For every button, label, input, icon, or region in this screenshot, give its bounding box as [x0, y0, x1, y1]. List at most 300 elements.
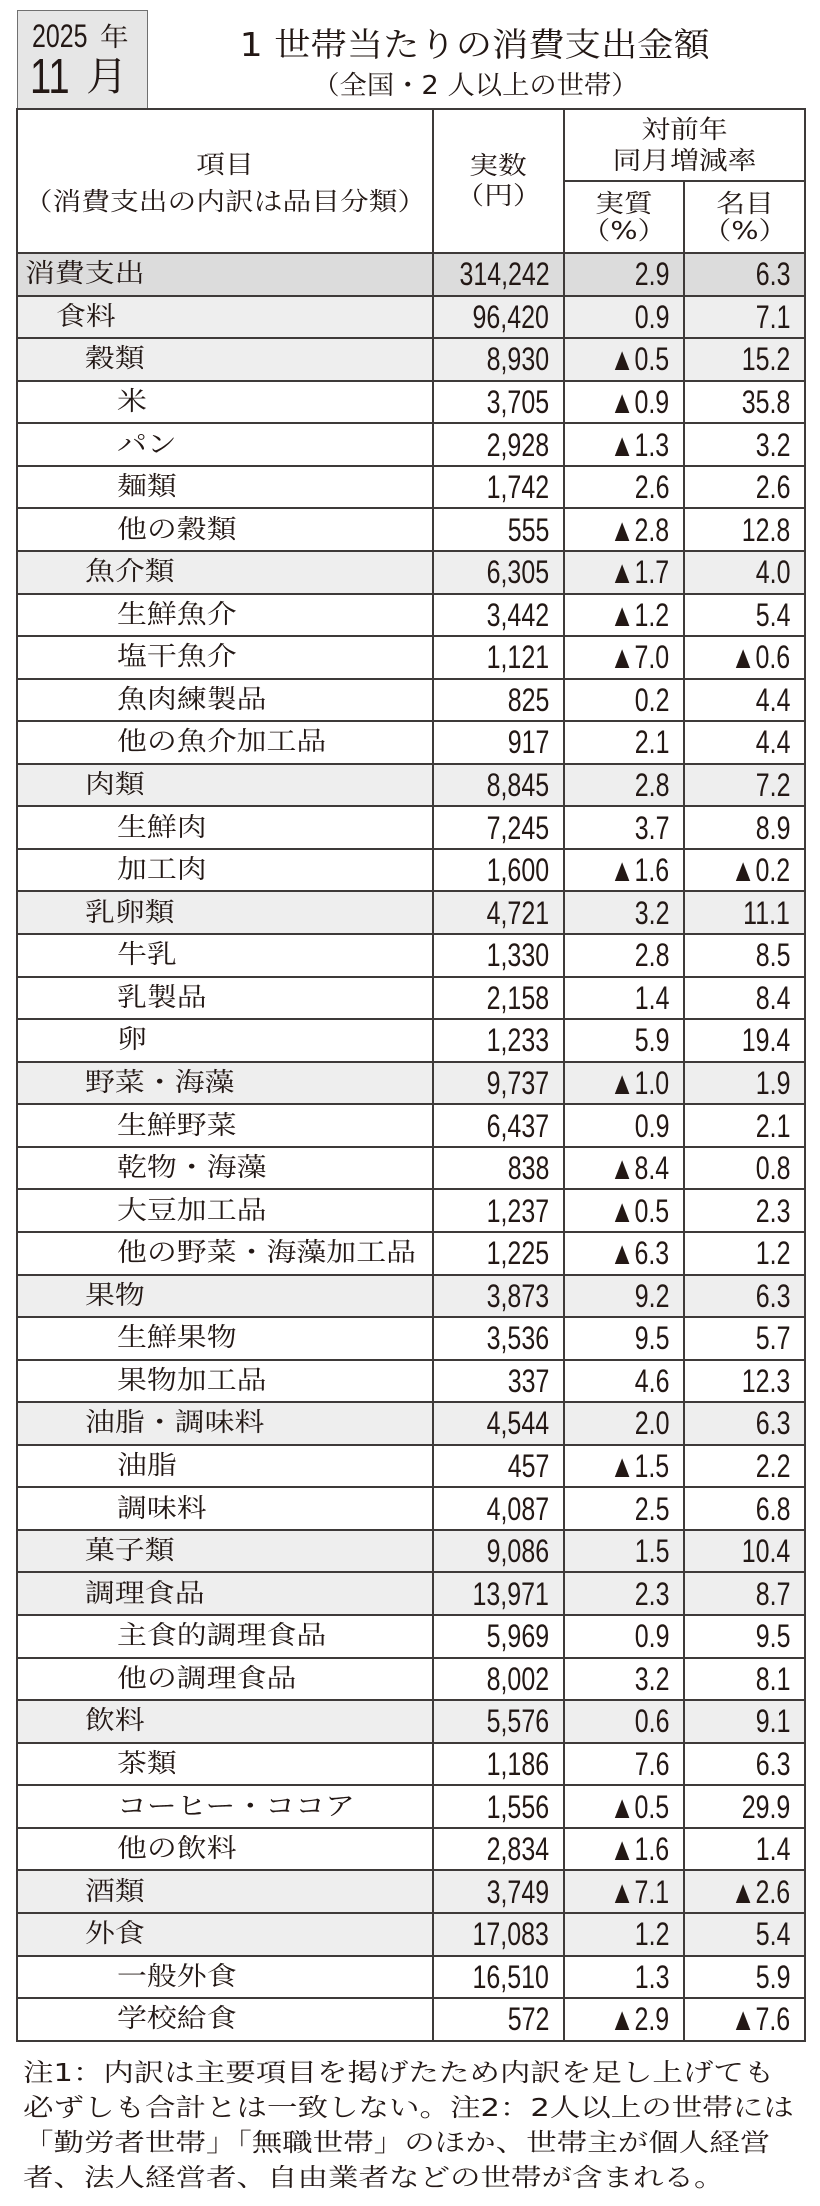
- amount-value: 1,121: [486, 639, 549, 676]
- amount-value: 337: [507, 1362, 549, 1399]
- real-change-cell: [564, 466, 684, 509]
- table-row: [17, 1658, 805, 1701]
- real-change-value: ▲1.0: [609, 1064, 669, 1101]
- table-row: [17, 466, 805, 509]
- amount-cell: [433, 934, 564, 977]
- nominal-change-cell: [684, 891, 805, 934]
- amount-value: 1,225: [486, 1235, 549, 1272]
- amount-value: 2,158: [486, 979, 549, 1016]
- row-label: 魚肉練製品: [117, 684, 267, 715]
- real-change-value: ▲1.6: [609, 1831, 669, 1868]
- nominal-change-value: 19.4: [741, 1022, 791, 1059]
- row-label-cell: [17, 1487, 433, 1530]
- nominal-change-cell: [684, 1743, 805, 1786]
- nominal-change-value: 8.5: [755, 937, 791, 974]
- table-row: [17, 1743, 805, 1786]
- real-change-value: ▲1.6: [609, 852, 669, 889]
- real-change-value: 1.5: [634, 1533, 669, 1570]
- amount-value: 8,845: [486, 767, 549, 804]
- amount-value: 6,305: [486, 554, 549, 591]
- row-label: 他の飲料: [117, 1834, 237, 1865]
- nominal-change-value: 6.3: [755, 1405, 791, 1442]
- amount-cell: [433, 296, 564, 339]
- row-label-cell: [17, 1743, 433, 1786]
- amount-value: 825: [507, 681, 549, 718]
- row-label: 外食: [85, 1919, 145, 1950]
- year-unit: 年: [100, 23, 129, 53]
- page-subtitle: [147, 73, 803, 99]
- real-change-value: ▲1.2: [609, 596, 669, 633]
- nominal-change-value: 1.4: [755, 1831, 791, 1868]
- real-change-value: 3.7: [634, 809, 669, 846]
- real-change-cell: [564, 338, 684, 381]
- real-change-cell: [564, 934, 684, 977]
- nominal-change-cell: [684, 381, 805, 424]
- real-change-cell: [564, 1615, 684, 1658]
- row-label-cell: [17, 1232, 433, 1275]
- nominal-change-value: 15.2: [741, 341, 791, 378]
- table-row: [17, 1700, 805, 1743]
- row-label-cell: [17, 1104, 433, 1147]
- real-change-cell: [564, 296, 684, 339]
- page-title-text: 1 世帯当たりの消費支出金額: [239, 25, 711, 64]
- real-change-cell: [564, 1104, 684, 1147]
- row-label: 茶類: [117, 1748, 177, 1779]
- column-header-yoy-line1: 対前年: [641, 115, 728, 144]
- real-change-cell: [564, 1232, 684, 1275]
- nominal-change-value: 6.8: [755, 1490, 791, 1527]
- row-label-cell: [17, 1275, 433, 1318]
- table-row: [17, 891, 805, 934]
- month-unit: 月: [86, 54, 128, 100]
- row-label: 果物加工品: [117, 1365, 267, 1396]
- amount-cell: [433, 764, 564, 807]
- nominal-change-cell: [684, 1615, 805, 1658]
- nominal-change-cell: [684, 594, 805, 637]
- amount-value: 7,245: [486, 809, 549, 846]
- row-label-cell: [17, 1658, 433, 1701]
- nominal-change-value: 2.1: [755, 1107, 791, 1144]
- nominal-change-value: 9.1: [755, 1703, 791, 1740]
- real-change-value: 0.2: [634, 681, 669, 718]
- table-body: [17, 253, 805, 2041]
- nominal-change-value: 5.7: [755, 1320, 791, 1357]
- nominal-change-value: 4.4: [755, 681, 791, 718]
- amount-value: 1,742: [486, 469, 549, 506]
- amount-cell: [433, 338, 564, 381]
- nominal-change-value: 12.8: [741, 511, 791, 548]
- amount-cell: [433, 1615, 564, 1658]
- nominal-change-cell: [684, 1062, 805, 1105]
- table-row: [17, 721, 805, 764]
- column-header-item: [17, 109, 433, 253]
- row-label: 米: [117, 386, 147, 417]
- amount-cell: [433, 1572, 564, 1615]
- amount-value: 3,749: [486, 1873, 549, 1910]
- real-change-value: ▲1.7: [609, 554, 669, 591]
- nominal-change-cell: [684, 636, 805, 679]
- nominal-change-cell: [684, 764, 805, 807]
- amount-cell: [433, 253, 564, 296]
- amount-value: 917: [507, 724, 549, 761]
- nominal-change-value: 4.0: [755, 554, 791, 591]
- real-change-value: ▲0.5: [609, 1192, 669, 1229]
- row-label-cell: [17, 551, 433, 594]
- real-change-value: ▲6.3: [609, 1235, 669, 1272]
- nominal-change-cell: [684, 296, 805, 339]
- row-label: 食料: [56, 301, 116, 332]
- nominal-change-cell: [684, 1700, 805, 1743]
- nominal-change-cell: [684, 1572, 805, 1615]
- nominal-change-value: 7.1: [755, 298, 791, 335]
- table-row: [17, 934, 805, 977]
- nominal-change-value: 6.3: [755, 1745, 791, 1782]
- nominal-change-cell: [684, 1317, 805, 1360]
- row-label: 消費支出: [25, 259, 145, 290]
- row-label: 乾物・海藻: [117, 1153, 267, 1184]
- nominal-change-cell: [684, 1956, 805, 1999]
- amount-cell: [433, 1998, 564, 2041]
- nominal-change-cell: [684, 1913, 805, 1956]
- real-change-value: ▲2.9: [609, 2001, 669, 2038]
- nominal-change-cell: [684, 508, 805, 551]
- amount-cell: [433, 594, 564, 637]
- amount-value: 2,834: [486, 1831, 549, 1868]
- amount-cell: [433, 1275, 564, 1318]
- table-row: [17, 296, 805, 339]
- row-label-cell: [17, 721, 433, 764]
- real-change-cell: [564, 806, 684, 849]
- table-row: [17, 381, 805, 424]
- table-row: [17, 849, 805, 892]
- amount-value: 5,576: [486, 1703, 549, 1740]
- row-label-cell: [17, 1360, 433, 1403]
- row-label-cell: [17, 1700, 433, 1743]
- row-label-cell: [17, 849, 433, 892]
- table-row: [17, 1615, 805, 1658]
- row-label: パン: [117, 429, 177, 460]
- nominal-change-cell: [684, 806, 805, 849]
- amount-cell: [433, 1317, 564, 1360]
- amount-value: 838: [507, 1150, 549, 1187]
- row-label-cell: [17, 1828, 433, 1871]
- real-change-cell: [564, 1700, 684, 1743]
- row-label: 他の調理食品: [117, 1663, 297, 1694]
- real-change-cell: [564, 253, 684, 296]
- table-row: [17, 1445, 805, 1488]
- amount-value: 8,002: [486, 1660, 549, 1697]
- header-row-1: [17, 109, 805, 181]
- row-label: 野菜・海藻: [85, 1067, 235, 1098]
- column-header-yoy-group: [564, 109, 805, 181]
- row-label: 魚介類: [85, 557, 175, 588]
- amount-value: 17,083: [472, 1916, 549, 1953]
- table-row: [17, 1828, 805, 1871]
- row-label: 卵: [117, 1025, 147, 1056]
- amount-cell: [433, 1700, 564, 1743]
- nominal-change-cell: [684, 1360, 805, 1403]
- column-header-yoy-line2: 同月増減率: [612, 146, 757, 175]
- amount-cell: [433, 849, 564, 892]
- row-label: 生鮮魚介: [117, 599, 237, 630]
- amount-value: 3,442: [486, 596, 549, 633]
- nominal-change-value: 6.3: [755, 1277, 791, 1314]
- row-label-cell: [17, 466, 433, 509]
- nominal-change-cell: [684, 1232, 805, 1275]
- row-label: 穀類: [85, 344, 145, 375]
- row-label: 他の魚介加工品: [117, 727, 327, 758]
- real-change-cell: [564, 1785, 684, 1828]
- row-label-cell: [17, 1572, 433, 1615]
- row-label-cell: [17, 423, 433, 466]
- row-label-cell: [17, 508, 433, 551]
- amount-cell: [433, 1147, 564, 1190]
- amount-value: 8,930: [486, 341, 549, 378]
- real-change-value: 0.6: [634, 1703, 669, 1740]
- amount-value: 1,556: [486, 1788, 549, 1825]
- real-change-value: 2.3: [634, 1575, 669, 1612]
- row-label-cell: [17, 1913, 433, 1956]
- row-label: 油脂・調味料: [85, 1408, 265, 1439]
- row-label-cell: [17, 1189, 433, 1232]
- amount-cell: [433, 636, 564, 679]
- row-label-cell: [17, 1445, 433, 1488]
- nominal-change-cell: [684, 1402, 805, 1445]
- table-row: [17, 1402, 805, 1445]
- row-label: 肉類: [85, 770, 145, 801]
- amount-cell: [433, 1658, 564, 1701]
- table-row: [17, 1998, 805, 2041]
- real-change-value: 1.2: [634, 1916, 669, 1953]
- amount-cell: [433, 977, 564, 1020]
- amount-cell: [433, 381, 564, 424]
- row-label: 学校給食: [117, 2004, 237, 2035]
- real-change-value: ▲8.4: [609, 1150, 669, 1187]
- real-change-cell: [564, 1658, 684, 1701]
- amount-value: 1,186: [486, 1745, 549, 1782]
- row-label: 麺類: [117, 472, 177, 503]
- amount-value: 3,705: [486, 383, 549, 420]
- real-change-cell: [564, 891, 684, 934]
- real-change-value: 2.9: [634, 256, 669, 293]
- nominal-change-cell: [684, 253, 805, 296]
- footnote-line: [23, 2125, 813, 2160]
- real-change-cell: [564, 636, 684, 679]
- amount-cell: [433, 1487, 564, 1530]
- real-change-value: 3.2: [634, 894, 669, 931]
- real-change-cell: [564, 1913, 684, 1956]
- nominal-change-cell: [684, 679, 805, 722]
- row-label: 飲料: [85, 1706, 145, 1737]
- table-row: [17, 1530, 805, 1573]
- real-change-cell: [564, 849, 684, 892]
- real-change-value: 7.6: [634, 1745, 669, 1782]
- column-header-nominal-title: 名目: [715, 189, 774, 218]
- real-change-cell: [564, 1870, 684, 1913]
- amount-cell: [433, 551, 564, 594]
- nominal-change-cell: [684, 423, 805, 466]
- row-label-cell: [17, 806, 433, 849]
- amount-cell: [433, 1189, 564, 1232]
- real-change-cell: [564, 1445, 684, 1488]
- table-row: [17, 764, 805, 807]
- nominal-change-value: 8.7: [755, 1575, 791, 1612]
- footnotes: [23, 2055, 813, 2195]
- row-label-cell: [17, 381, 433, 424]
- amount-cell: [433, 1062, 564, 1105]
- real-change-cell: [564, 764, 684, 807]
- row-label: 油脂: [117, 1451, 177, 1482]
- footnote-line: [23, 2090, 813, 2125]
- amount-value: 457: [507, 1448, 549, 1485]
- table-row: [17, 508, 805, 551]
- row-label: 牛乳: [117, 940, 177, 971]
- nominal-change-value: 2.3: [755, 1192, 791, 1229]
- real-change-value: 1.3: [634, 1958, 669, 1995]
- row-label-cell: [17, 679, 433, 722]
- row-label: コーヒー・ココア: [117, 1791, 356, 1822]
- table-row: [17, 1104, 805, 1147]
- nominal-change-cell: [684, 934, 805, 977]
- nominal-change-value: 8.4: [755, 979, 791, 1016]
- nominal-change-value: 11.1: [743, 894, 791, 931]
- row-label: 他の穀類: [117, 514, 237, 545]
- amount-value: 572: [507, 2001, 549, 2038]
- amount-value: 1,600: [486, 852, 549, 889]
- nominal-change-value: 10.4: [741, 1533, 791, 1570]
- real-change-cell: [564, 381, 684, 424]
- real-change-cell: [564, 1743, 684, 1786]
- table-row: [17, 977, 805, 1020]
- real-change-cell: [564, 1147, 684, 1190]
- column-header-amount-title: 実数: [469, 151, 528, 180]
- amount-cell: [433, 806, 564, 849]
- nominal-change-value: 1.2: [755, 1235, 791, 1272]
- row-label-cell: [17, 1530, 433, 1573]
- real-change-value: 2.5: [634, 1490, 669, 1527]
- table-row: [17, 1487, 805, 1530]
- amount-value: 3,873: [486, 1277, 549, 1314]
- real-change-cell: [564, 977, 684, 1020]
- table-row: [17, 423, 805, 466]
- table-row: [17, 1572, 805, 1615]
- column-header-nominal-unit: （%）: [702, 216, 787, 245]
- nominal-change-cell: [684, 338, 805, 381]
- real-change-value: 5.9: [634, 1022, 669, 1059]
- column-header-nominal: [684, 181, 805, 253]
- real-change-value: 9.5: [634, 1320, 669, 1357]
- nominal-change-cell: [684, 1487, 805, 1530]
- row-label: 生鮮野菜: [117, 1110, 237, 1141]
- amount-value: 5,969: [486, 1618, 549, 1655]
- nominal-change-value: 29.9: [741, 1788, 791, 1825]
- nominal-change-cell: [684, 1998, 805, 2041]
- amount-value: 555: [507, 511, 549, 548]
- row-label-cell: [17, 1615, 433, 1658]
- amount-value: 3,536: [486, 1320, 549, 1357]
- table-row: [17, 594, 805, 637]
- nominal-change-cell: [684, 551, 805, 594]
- amount-cell: [433, 1104, 564, 1147]
- nominal-change-value: 4.4: [755, 724, 791, 761]
- amount-value: 6,437: [486, 1107, 549, 1144]
- nominal-change-value: 5.9: [755, 1958, 791, 1995]
- row-label-cell: [17, 1998, 433, 2041]
- row-label-cell: [17, 594, 433, 637]
- row-label: 一般外食: [117, 1961, 237, 1992]
- date-box: [17, 10, 148, 110]
- nominal-change-value: ▲0.2: [730, 852, 791, 889]
- row-label-cell: [17, 253, 433, 296]
- row-label-cell: [17, 636, 433, 679]
- row-label: 菓子類: [85, 1536, 175, 1567]
- table-row: [17, 1189, 805, 1232]
- row-label: 他の野菜・海藻加工品: [117, 1238, 417, 1269]
- real-change-value: 1.4: [634, 979, 669, 1016]
- amount-value: 314,242: [459, 256, 550, 293]
- row-label: 生鮮果物: [117, 1323, 237, 1354]
- nominal-change-value: 1.9: [755, 1064, 791, 1101]
- nominal-change-value: ▲2.6: [730, 1873, 791, 1910]
- real-change-value: 9.2: [634, 1277, 669, 1314]
- table-row: [17, 1019, 805, 1062]
- nominal-change-cell: [684, 1189, 805, 1232]
- column-header-item-title: 項目: [196, 150, 254, 179]
- real-change-cell: [564, 1530, 684, 1573]
- year-number: 2025: [32, 18, 88, 54]
- real-change-cell: [564, 1402, 684, 1445]
- nominal-change-value: 8.9: [755, 809, 791, 846]
- amount-cell: [433, 508, 564, 551]
- table-row: [17, 1275, 805, 1318]
- amount-cell: [433, 1445, 564, 1488]
- nominal-change-value: 9.5: [755, 1618, 791, 1655]
- amount-cell: [433, 1870, 564, 1913]
- real-change-cell: [564, 594, 684, 637]
- nominal-change-cell: [684, 1275, 805, 1318]
- real-change-cell: [564, 508, 684, 551]
- amount-value: 13,971: [472, 1575, 549, 1612]
- real-change-cell: [564, 1998, 684, 2041]
- row-label-cell: [17, 1147, 433, 1190]
- real-change-cell: [564, 1062, 684, 1105]
- amount-cell: [433, 1402, 564, 1445]
- real-change-value: ▲1.3: [609, 426, 669, 463]
- column-header-amount-unit: （円）: [455, 181, 542, 210]
- table-row: [17, 806, 805, 849]
- real-change-value: 2.8: [634, 767, 669, 804]
- table-row: [17, 1062, 805, 1105]
- nominal-change-value: 7.2: [755, 767, 791, 804]
- row-label-cell: [17, 934, 433, 977]
- footnote-line: [23, 2160, 813, 2195]
- nominal-change-cell: [684, 1445, 805, 1488]
- nominal-change-value: 3.2: [755, 426, 791, 463]
- real-change-cell: [564, 1572, 684, 1615]
- footnote-line: [23, 2055, 813, 2090]
- row-label-cell: [17, 977, 433, 1020]
- table-row: [17, 1232, 805, 1275]
- column-header-real-title: 実質: [595, 189, 653, 218]
- real-change-value: ▲2.8: [609, 511, 669, 548]
- column-header-item-note: （消費支出の内訳は品目分類）: [23, 187, 427, 216]
- table-row: [17, 338, 805, 381]
- row-label: 乳卵類: [85, 897, 175, 928]
- row-label-cell: [17, 891, 433, 934]
- row-label: 塩干魚介: [117, 642, 237, 673]
- amount-value: 9,737: [486, 1064, 549, 1101]
- nominal-change-cell: [684, 466, 805, 509]
